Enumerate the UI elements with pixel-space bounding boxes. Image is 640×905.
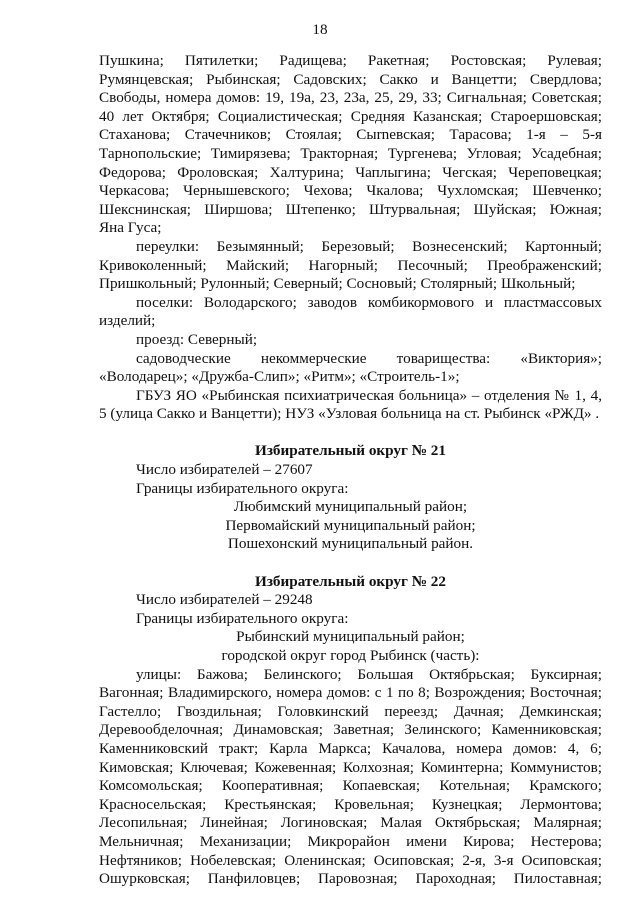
text-line: Ошурковская; Панфиловцев; Паровозная; Пароходная; Пилоставная; bbox=[99, 870, 602, 888]
okrug-21-borders-label: Границы избирательного округа: bbox=[136, 479, 349, 497]
okrug-21-heading: Избирательный округ № 21 bbox=[255, 442, 446, 460]
hospital-last-line: 5 (улица Сакко и Ванцетти); НУЗ «Узловая больница на ст. Рыбинск «РЖД» . bbox=[99, 405, 600, 423]
text-line: Румянцевская; Рыбинская; Садовских; Сакко и Ванцетти; Свердлова; bbox=[99, 70, 602, 88]
text-line: Свободы, номера домов: 19, 19а, 23, 23а, 25, 29, 33; Сигнальная; Советская; bbox=[99, 89, 602, 107]
okrug-21-voters: Число избирателей – 27607 bbox=[136, 461, 313, 479]
text-line: Шекснинская; Ширшова; Штепенко; Штурвальная; Шуйская; Южная; bbox=[99, 200, 602, 218]
okrug-21-area: Первомайский муниципальный район; bbox=[225, 516, 476, 534]
text-line: Кривоколенный; Майский; Нагорный; Песочный; Преображенский; bbox=[99, 256, 602, 274]
lanes-paragraph bbox=[99, 238, 602, 275]
settlements-last-line: изделий; bbox=[99, 312, 156, 330]
okrug-22-heading: Избирательный округ № 22 bbox=[255, 572, 446, 590]
text-line: Мельничная; Механизации; Микрорайон имени Кирова; Нестерова; bbox=[99, 832, 602, 850]
okrug-22-area: городской округ город Рыбинск (часть): bbox=[221, 647, 480, 664]
text-line: Кимовская; Ключевая; Кожевенная; Колхозная; Коминтерна; Коммунистов; bbox=[99, 758, 602, 776]
lanes-last-line: Пришкольный; Рулонный; Северный; Сосновый; Столярный; Школьный; bbox=[99, 275, 576, 293]
text-line: Комсомольская; Кооперативная; Копаевская; Котельная; Крамского; bbox=[99, 777, 602, 795]
garden-partnerships-line: садоводческие некоммерческие товарищества: «Виктория»; bbox=[136, 349, 602, 367]
text-line: Каменниковский тракт; Карла Маркса; Качалова, номера домов: 4, 6; bbox=[99, 739, 602, 757]
text-line: Вагонная; Владимирского, номера домов: с 1 по 8; Возрождения; Восточная; bbox=[99, 684, 602, 702]
okrug-22-voters: Число избирателей – 29248 bbox=[136, 591, 313, 609]
text-line: Лесопильная; Линейная; Логиновская; Малая Октябрьская; Малярная; bbox=[99, 814, 602, 832]
hospital-line: ГБУЗ ЯО «Рыбинская психиатрическая больница» – отделения № 1, 4, bbox=[136, 386, 602, 404]
text-line: Стаханова; Стачечников; Стоялая; Сыrnевская; Тарасова; 1-я – 5-я bbox=[99, 126, 602, 144]
settlements-line: поселки: Володарского; заводов комбикормового и пластмассовых bbox=[136, 293, 602, 311]
text-line: Красносельская; Крестьянская; Кровельная; Кузнецкая; Лермонтова; bbox=[99, 795, 602, 813]
text-line: Гастелло; Гвоздильная; Головкинский переезд; Дачная; Демкинская; bbox=[99, 702, 602, 720]
text-line: Черкасова; Чернышевского; Чехова; Чкалова; Чухломская; Шевченко; bbox=[99, 182, 602, 200]
text-line: Деревообделочная; Динамовская; Заветная; Зелинского; Каменниковская; bbox=[99, 721, 602, 739]
document-body bbox=[99, 52, 602, 889]
okrug-22-area: Рыбинский муниципальный район; bbox=[236, 628, 465, 646]
text-line: Пушкина; Пятилетки; Радищева; Ракетная; Ростовская; Рулевая; bbox=[99, 52, 602, 69]
page-number: 18 bbox=[312, 21, 328, 38]
text-line: Нефтяников; Нобелевская; Оленинская; Осиповская; 2-я, 3-я Осиповская; bbox=[99, 851, 602, 869]
text-line: Федорова; Фроловская; Халтурина; Чаплыгина; Чегская; Череповецкая; bbox=[99, 163, 602, 181]
okrug-21-area: Любимский муниципальный район; bbox=[233, 498, 468, 516]
okrug-22-streets bbox=[99, 666, 602, 889]
okrug-22-borders-label: Границы избирательного округа: bbox=[136, 609, 349, 627]
okrug-21-area: Пошехонский муниципальный район. bbox=[227, 535, 474, 553]
street-list-last-line: Яна Гуса; bbox=[99, 219, 162, 237]
passage-line: проезд: Северный; bbox=[136, 330, 258, 348]
street-list-continued bbox=[99, 52, 602, 219]
text-line: переулки: Безымянный; Березовый; Вознесенский; Картонный; bbox=[136, 237, 602, 255]
text-line: 40 лет Октября; Социалистическая; Средняя Казанская; Староершовская; bbox=[99, 107, 602, 125]
text-line: Тарнопольские; Тимирязева; Тракторная; Тургенева; Угловая; Усадебная; bbox=[99, 144, 602, 162]
garden-partnerships-last-line: «Володарец»; «Дружба-Слип»; «Ритм»; «Строитель-1»; bbox=[99, 368, 460, 386]
text-line: улицы: Бажова; Белинского; Большая Октябрьская; Буксирная; bbox=[136, 665, 602, 683]
